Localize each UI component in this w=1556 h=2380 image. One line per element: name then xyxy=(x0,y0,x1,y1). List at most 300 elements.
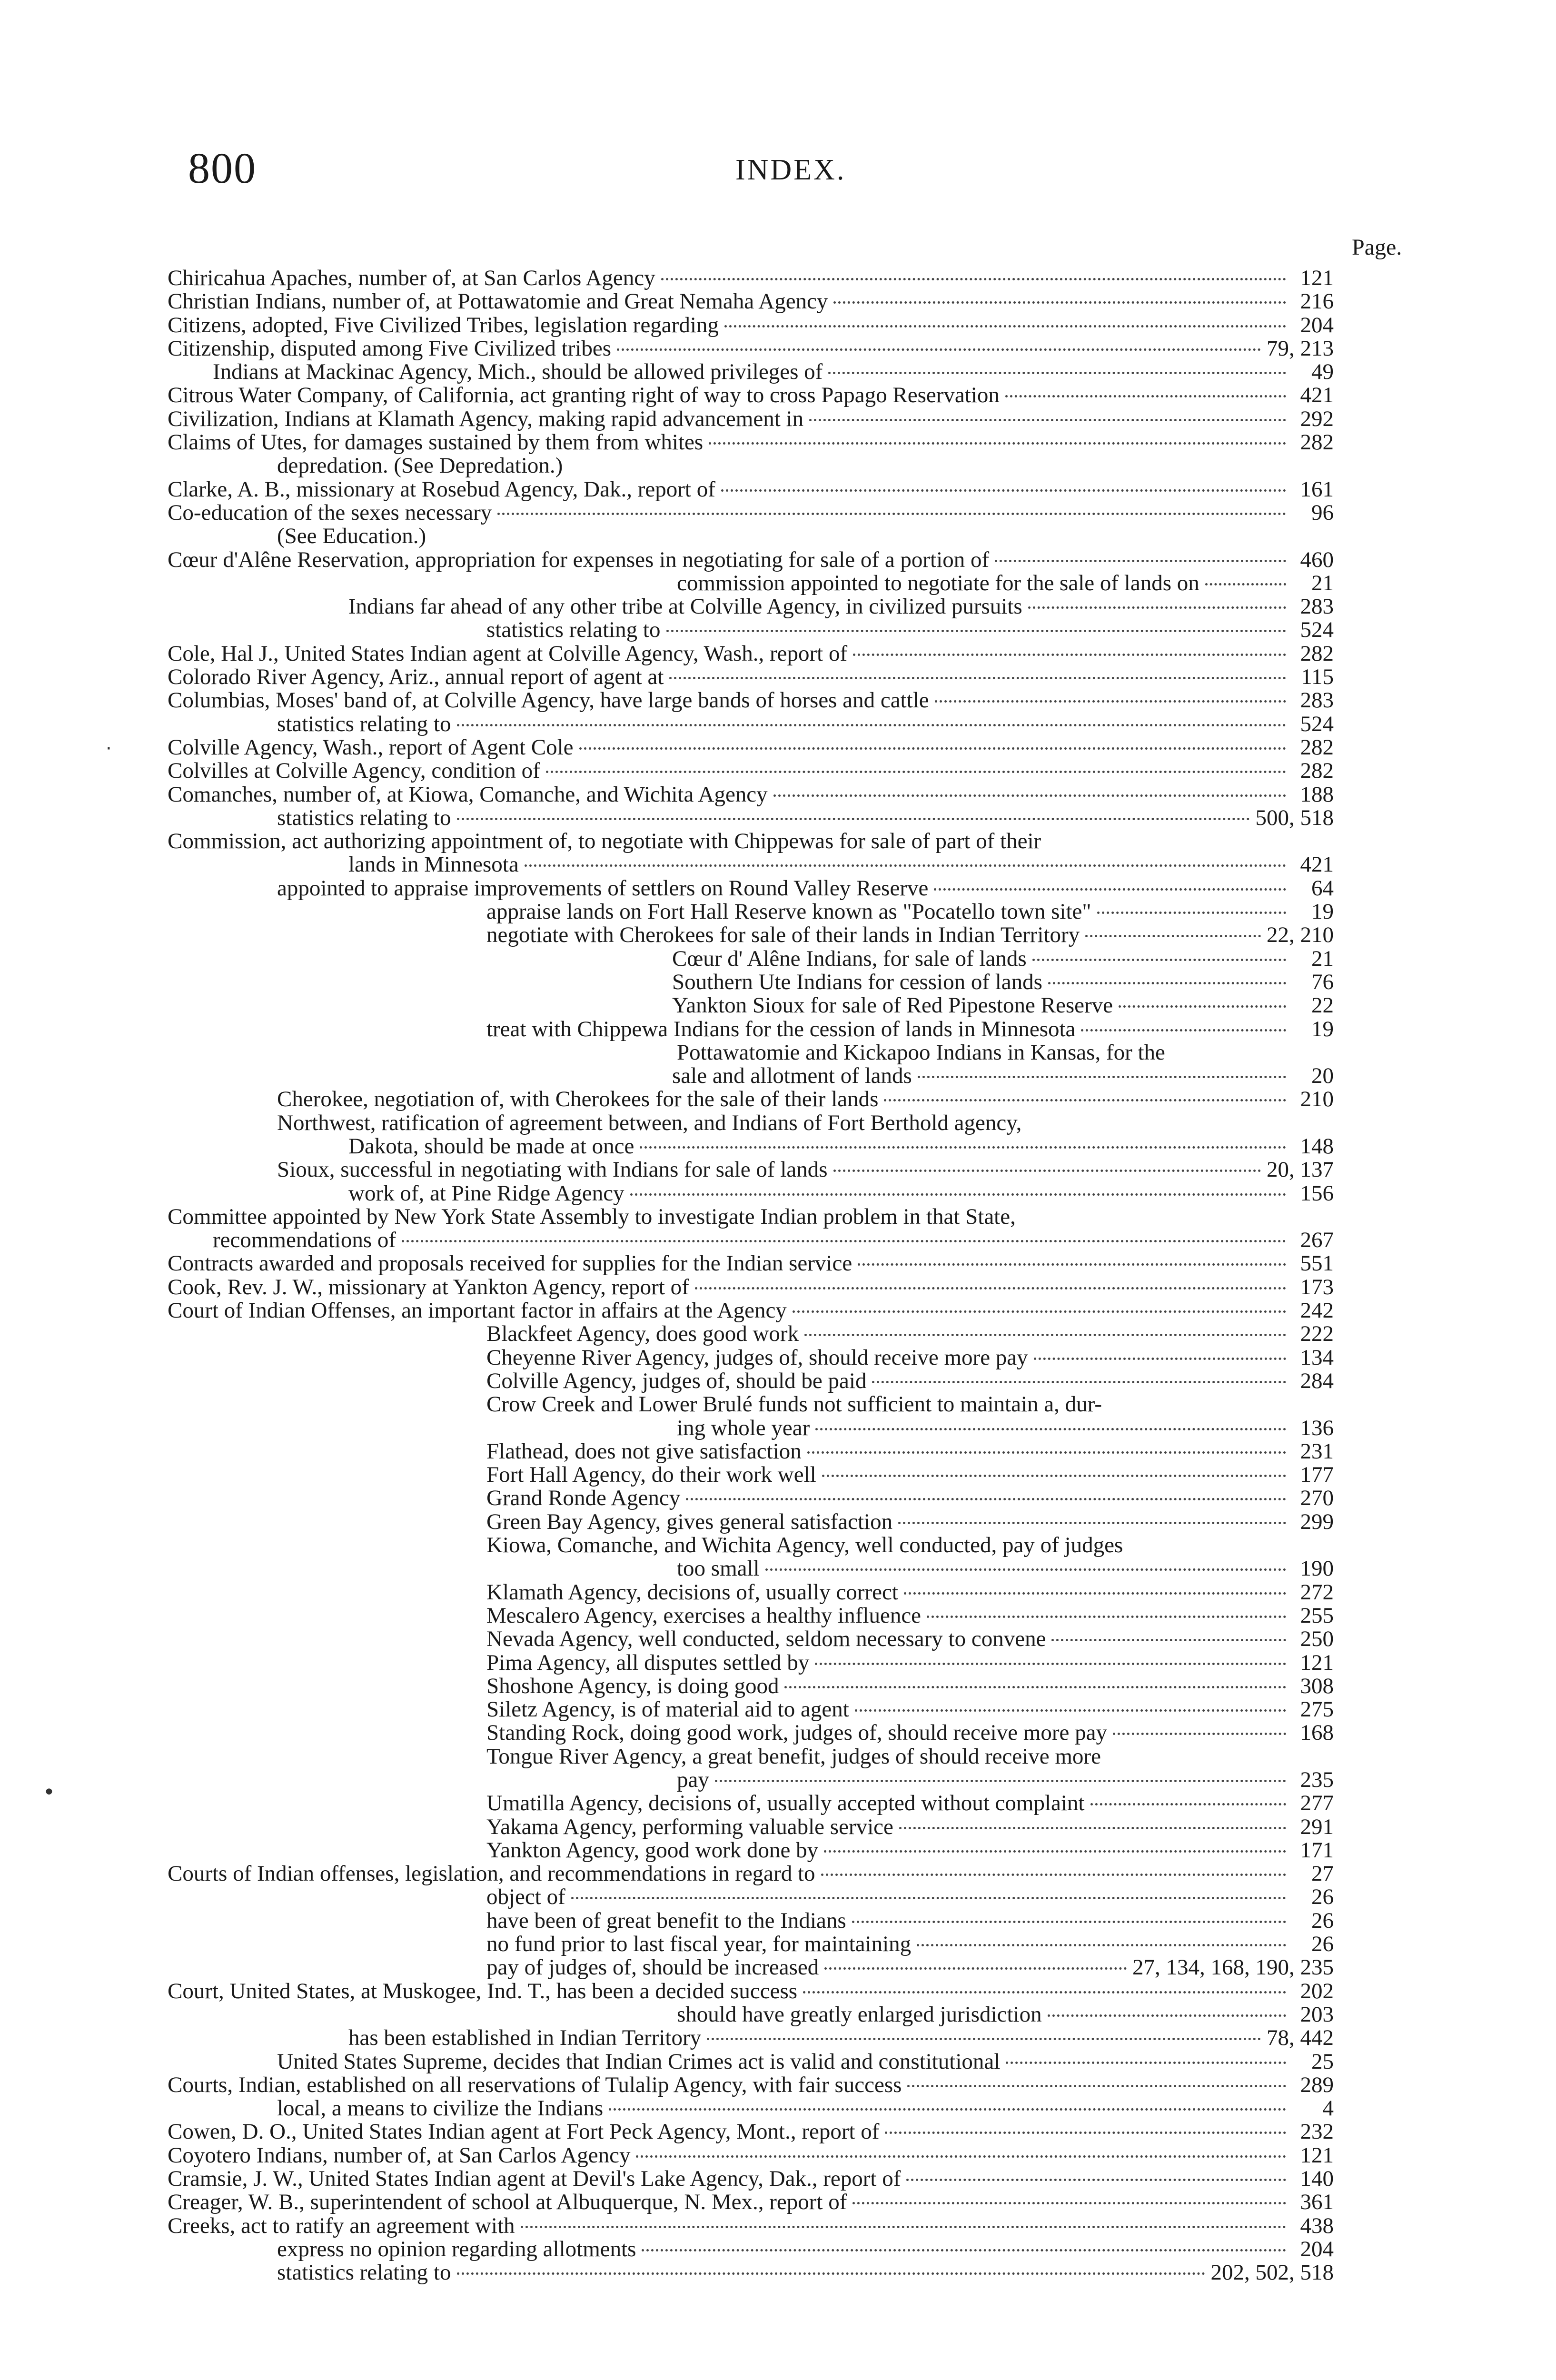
dot-leader xyxy=(884,1099,1286,1101)
index-entry-text: Claims of Utes, for damages sustained by them from whites xyxy=(168,430,704,455)
index-entry-pages: 551 xyxy=(1300,1251,1334,1276)
index-entry-text: Standing Rock, doing good work, judges of, should receive more pay xyxy=(486,1720,1108,1745)
index-entry-text: Courts, Indian, established on all reservations of Tulalip Agency, with fair success xyxy=(168,2072,902,2097)
index-entry xyxy=(168,1276,1334,1299)
index-entry xyxy=(168,2003,1334,2026)
page-column-header: Page. xyxy=(1352,235,1402,260)
index-entry-text: Klamath Agency, decisions of, usually correct xyxy=(486,1579,898,1605)
index-entry xyxy=(168,2050,1334,2073)
index-entry-text: Indians at Mackinac Agency, Mich., should be allowed privileges of xyxy=(213,359,823,385)
index-entry xyxy=(168,407,1334,431)
dot-leader xyxy=(803,1991,1286,1993)
index-entry-text: Colorado River Agency, Ariz., annual report of agent at xyxy=(168,664,664,690)
index-entry-pages: 177 xyxy=(1300,1462,1334,1488)
dot-leader xyxy=(833,301,1286,304)
index-entry xyxy=(168,1698,1334,1721)
index-entry-text: pay xyxy=(677,1767,709,1792)
index-entry-text: object of xyxy=(486,1884,565,1910)
page-number: 800 xyxy=(188,144,257,192)
index-entry xyxy=(168,806,1334,830)
index-entry xyxy=(168,1158,1334,1181)
dot-leader xyxy=(1205,583,1286,585)
index-entry-text: no fund prior to last fiscal year, for maintaining xyxy=(486,1932,912,1957)
dot-leader xyxy=(1113,1733,1286,1735)
index-entry-pages: 4 xyxy=(1322,2096,1334,2121)
dot-leader xyxy=(402,1240,1286,1242)
index-entry-pages: 76 xyxy=(1311,969,1334,994)
index-entry-pages: 277 xyxy=(1300,1791,1334,1816)
index-entry-text: pay of judges of, should be increased xyxy=(486,1955,819,1980)
index-entry-pages: 299 xyxy=(1300,1509,1334,1534)
index-entry-pages: 22 xyxy=(1311,993,1334,1018)
index-entry-pages: 64 xyxy=(1311,875,1334,901)
index-entry xyxy=(168,1111,1334,1135)
index-entry-pages: 275 xyxy=(1300,1697,1334,1722)
index-entry xyxy=(168,1088,1334,1111)
index-entry-text: have been of great benefit to the Indians xyxy=(486,1908,846,1933)
dot-leader xyxy=(855,1709,1286,1712)
index-entry-text: Committee appointed by New York State Assembly to investigate Indian problem in that State, xyxy=(168,1204,1016,1229)
index-entry-text: appointed to appraise improvements of settlers on Round Valley Reserve xyxy=(277,875,929,901)
index-entry-pages: 210 xyxy=(1300,1087,1334,1112)
index-entry xyxy=(168,454,1334,477)
index-entry-pages: 78, 442 xyxy=(1267,2025,1334,2051)
index-entry-text: Tongue River Agency, a great benefit, judges of should receive more xyxy=(486,1744,1101,1769)
index-entry-text: Yakama Agency, performing valuable service xyxy=(486,1814,893,1839)
dot-leader xyxy=(917,1944,1286,1946)
index-entry-text: sale and allotment of lands xyxy=(672,1063,912,1089)
index-entry xyxy=(168,1534,1334,1557)
dot-leader xyxy=(858,1263,1286,1266)
index-entry-text: United States Supreme, decides that Indian Crimes act is valid and constitutional xyxy=(277,2049,1001,2074)
index-entry-text: Pottawatomie and Kickapoo Indians in Kansas, for the xyxy=(677,1040,1165,1065)
index-entry-pages: 282 xyxy=(1300,758,1334,783)
index-entry-pages: 270 xyxy=(1300,1486,1334,1511)
index-entry-pages: 235 xyxy=(1300,1767,1334,1792)
index-entry xyxy=(168,783,1334,806)
index-entry-pages: 524 xyxy=(1300,711,1334,736)
dot-leader xyxy=(707,2038,1261,2040)
dot-leader xyxy=(686,1498,1286,1500)
index-entry xyxy=(168,337,1334,360)
index-entry-text: Clarke, A. B., missionary at Rosebud Agency, Dak., report of xyxy=(168,476,715,502)
index-entry xyxy=(168,290,1334,313)
index-entry-pages: 421 xyxy=(1300,852,1334,877)
index-entry xyxy=(168,2214,1334,2238)
dot-leader xyxy=(765,1568,1286,1571)
index-entry xyxy=(168,1745,1334,1768)
index-entry-text: Flathead, does not give satisfaction xyxy=(486,1438,802,1464)
dot-leader xyxy=(935,700,1286,703)
index-entry xyxy=(168,1393,1334,1416)
index-entry xyxy=(168,971,1334,994)
dot-leader xyxy=(773,794,1286,797)
dot-leader xyxy=(642,2249,1286,2251)
index-entry-pages: 21 xyxy=(1311,570,1334,595)
index-entry xyxy=(168,2191,1334,2214)
index-entry-text: should have greatly enlarged jurisdiction xyxy=(677,2002,1042,2027)
index-entry-text: Nevada Agency, well conducted, seldom necessary to convene xyxy=(486,1626,1046,1652)
index-entry-pages: 26 xyxy=(1311,1884,1334,1910)
index-entry xyxy=(168,1909,1334,1933)
dot-leader xyxy=(828,372,1286,374)
index-entry-text: Citrous Water Company, of California, act granting right of way to cross Papago Reservation xyxy=(168,383,1000,408)
index-entry xyxy=(168,900,1334,923)
index-entry xyxy=(168,2261,1334,2284)
index-entry-text: Contracts awarded and proposals received for supplies for the Indian service xyxy=(168,1251,852,1276)
index-entry-text: lands in Minnesota xyxy=(348,852,519,877)
dot-leader xyxy=(807,1451,1286,1454)
dot-leader xyxy=(457,818,1250,820)
index-entry xyxy=(168,1182,1334,1205)
dot-leader xyxy=(721,489,1286,492)
index-entry xyxy=(168,595,1334,618)
index-entry xyxy=(168,1346,1334,1369)
index-entry xyxy=(168,830,1334,853)
index-entry xyxy=(168,2238,1334,2261)
index-entry-pages: 267 xyxy=(1300,1228,1334,1253)
index-entry-pages: 79, 213 xyxy=(1267,336,1334,361)
index-entry-text: Sioux, successful in negotiating with Indians for sale of lands xyxy=(277,1157,828,1182)
index-entry-pages: 171 xyxy=(1300,1837,1334,1863)
index-entry-text: statistics relating to xyxy=(277,2260,451,2285)
index-entry-pages: 26 xyxy=(1311,1908,1334,1933)
index-entry-pages: 26 xyxy=(1311,1932,1334,1957)
index-entry xyxy=(168,665,1334,689)
index-entry xyxy=(168,1417,1334,1440)
dot-leader xyxy=(824,1850,1286,1853)
index-entry-text: Cheyenne River Agency, judges of, should receive more pay xyxy=(486,1345,1028,1370)
dot-leader xyxy=(571,1897,1286,1899)
index-entry xyxy=(168,1229,1334,1252)
index-entry-pages: 283 xyxy=(1300,594,1334,619)
index-entry-text: Fort Hall Agency, do their work well xyxy=(486,1462,816,1488)
index-entry xyxy=(168,1627,1334,1651)
dot-leader xyxy=(521,2226,1286,2228)
index-entry-pages: 20 xyxy=(1311,1063,1334,1089)
index-entry xyxy=(168,1322,1334,1346)
dot-leader xyxy=(1081,1029,1286,1031)
index-entry-pages: 242 xyxy=(1300,1298,1334,1323)
index-entry-pages: 289 xyxy=(1300,2072,1334,2097)
index-entry xyxy=(168,1651,1334,1675)
index-entry xyxy=(168,713,1334,736)
index-entry-text: has been established in Indian Territory xyxy=(348,2025,702,2051)
dot-leader xyxy=(907,2085,1286,2087)
index-entry-text: Southern Ute Indians for cession of lands xyxy=(672,969,1042,994)
index-entry xyxy=(168,431,1334,454)
index-entry-pages: 292 xyxy=(1300,406,1334,431)
dot-leader xyxy=(546,771,1286,773)
dot-leader xyxy=(640,1146,1286,1149)
index-entry-text: Colvilles at Colville Agency, condition of xyxy=(168,758,540,783)
dot-leader xyxy=(815,1663,1286,1665)
index-entry xyxy=(168,2144,1334,2167)
index-entry-text: Mescalero Agency, exercises a healthy influence xyxy=(486,1603,922,1628)
dot-leader xyxy=(918,1076,1286,1078)
index-entry-pages: 232 xyxy=(1300,2119,1334,2144)
index-entry-pages: 27, 134, 168, 190, 235 xyxy=(1132,1955,1334,1980)
index-entry-text: Cherokee, negotiation of, with Cherokees for the sale of their lands xyxy=(277,1087,879,1112)
index-entry-pages: 204 xyxy=(1300,2236,1334,2261)
index-entry-pages: 282 xyxy=(1300,430,1334,455)
index-entry-text: Yankton Agency, good work done by xyxy=(486,1837,819,1863)
dot-leader xyxy=(1048,2014,1286,2017)
index-entry xyxy=(168,314,1334,337)
index-entry-pages: 204 xyxy=(1300,312,1334,337)
index-entry xyxy=(168,1510,1334,1534)
dot-leader xyxy=(1028,606,1286,609)
index-entry-pages: 202, 502, 518 xyxy=(1210,2260,1334,2285)
index-entry-text: Indians far ahead of any other tribe at Colville Agency, in civilized pursuits xyxy=(348,594,1022,619)
dot-leader xyxy=(457,724,1287,726)
index-entry-text: Coyotero Indians, number of, at San Carlos Agency xyxy=(168,2142,631,2168)
index-entry xyxy=(168,2026,1334,2050)
index-entries xyxy=(168,267,1334,2285)
index-entry-text: Civilization, Indians at Klamath Agency, making rapid advancement in xyxy=(168,406,804,431)
index-entry-text: Umatilla Agency, decisions of, usually accepted without complaint xyxy=(486,1791,1085,1816)
index-entry-pages: 188 xyxy=(1300,782,1334,807)
index-entry-text: Colville Agency, Wash., report of Agent Cole xyxy=(168,734,574,760)
dot-leader xyxy=(793,1310,1286,1313)
dot-leader xyxy=(669,677,1286,679)
index-entry-text: Commission, act authorizing appointment of, to negotiate with Chippewas for sale of part of their xyxy=(168,829,1041,854)
dot-leader xyxy=(497,513,1286,515)
index-entry xyxy=(168,267,1334,290)
index-entry-pages: 19 xyxy=(1311,899,1334,924)
index-entry-pages: 222 xyxy=(1300,1321,1334,1347)
dot-leader xyxy=(804,1334,1286,1336)
dot-leader xyxy=(853,654,1286,656)
index-entry-pages: 156 xyxy=(1300,1180,1334,1206)
index-entry xyxy=(168,1205,1334,1229)
index-entry xyxy=(168,1252,1334,1275)
index-entry-text: Court of Indian Offenses, an important factor in affairs at the Agency xyxy=(168,1298,787,1323)
index-entry xyxy=(168,689,1334,712)
index-entry-text: Colville Agency, judges of, should be paid xyxy=(486,1368,867,1393)
dot-leader xyxy=(724,325,1286,327)
dot-leader xyxy=(885,2132,1286,2134)
dot-leader xyxy=(934,888,1286,891)
index-entry xyxy=(168,1839,1334,1862)
index-entry-text: commission appointed to negotiate for the sale of lands on xyxy=(677,570,1199,595)
index-entry xyxy=(168,2120,1334,2143)
index-entry xyxy=(168,1581,1334,1604)
dot-leader xyxy=(661,278,1286,280)
dot-leader xyxy=(852,2202,1286,2204)
index-entry-text: express no opinion regarding allotments xyxy=(277,2236,636,2261)
index-entry xyxy=(168,1980,1334,2003)
index-entry-pages: 168 xyxy=(1300,1720,1334,1745)
index-entry-text: too small xyxy=(677,1556,760,1581)
dot-leader xyxy=(809,419,1286,421)
index-entry xyxy=(168,572,1334,595)
index-entry-pages: 49 xyxy=(1311,359,1334,385)
index-entry xyxy=(168,853,1334,876)
dot-leader xyxy=(872,1381,1286,1383)
dot-leader xyxy=(821,1874,1287,1876)
dot-leader xyxy=(609,2108,1286,2111)
index-entry-text: appraise lands on Fort Hall Reserve known as "Pocatello town site" xyxy=(486,899,1091,924)
index-entry xyxy=(168,1299,1334,1322)
index-entry-pages: 96 xyxy=(1311,500,1334,525)
index-entry-pages: 121 xyxy=(1300,266,1334,290)
index-entry-text: Pima Agency, all disputes settled by xyxy=(486,1650,810,1675)
index-entry xyxy=(168,994,1334,1017)
index-entry-text: Christian Indians, number of, at Pottawatomie and Great Nemaha Agency xyxy=(168,289,828,314)
index-entry-text: Cook, Rev. J. W., missionary at Yankton Agency, report of xyxy=(168,1274,689,1299)
index-entry xyxy=(168,1135,1334,1158)
index-entry-pages: 524 xyxy=(1300,617,1334,643)
index-entry-text: Grand Ronde Agency xyxy=(486,1486,681,1511)
index-entry xyxy=(168,642,1334,665)
index-entry xyxy=(168,1463,1334,1487)
index-entry xyxy=(168,1956,1334,1979)
index-entry-pages: 282 xyxy=(1300,734,1334,760)
index-entry-pages: 438 xyxy=(1300,2213,1334,2238)
dot-leader xyxy=(1048,982,1286,984)
index-entry-pages: 500, 518 xyxy=(1255,805,1334,830)
index-entry xyxy=(168,360,1334,384)
index-entry-text: recommendations of xyxy=(213,1228,396,1253)
index-entry xyxy=(168,501,1334,525)
index-entry-pages: 361 xyxy=(1300,2190,1334,2215)
index-entry-text: Comanches, number of, at Kiowa, Comanche, and Wichita Agency xyxy=(168,782,768,807)
dot-leader xyxy=(898,1522,1286,1524)
index-entry-text: Cole, Hal J., United States Indian agent at Colville Agency, Wash., report of xyxy=(168,641,848,666)
dot-leader xyxy=(715,1780,1286,1782)
index-entry-text: statistics relating to xyxy=(277,711,451,736)
dot-leader xyxy=(1032,959,1286,961)
dot-leader xyxy=(617,348,1261,351)
index-entry xyxy=(168,1041,1334,1064)
dot-leader xyxy=(1085,935,1261,937)
dot-leader xyxy=(1090,1803,1287,1805)
index-entry-pages: 21 xyxy=(1311,946,1334,971)
index-entry-pages: 272 xyxy=(1300,1579,1334,1605)
index-entry-pages: 173 xyxy=(1300,1274,1334,1299)
dot-leader xyxy=(695,1287,1286,1289)
index-entry-text: Kiowa, Comanche, and Wichita Agency, well conducted, pay of judges xyxy=(486,1533,1123,1558)
index-entry-text: Cœur d' Alêne Indians, for sale of lands xyxy=(672,946,1027,971)
dot-leader xyxy=(579,747,1286,750)
page-title: INDEX. xyxy=(735,154,846,186)
index-entry xyxy=(168,525,1334,548)
index-entry xyxy=(168,618,1334,642)
dot-leader xyxy=(1097,912,1286,914)
dot-leader xyxy=(784,1686,1286,1688)
dot-leader xyxy=(630,1193,1286,1196)
index-entry xyxy=(168,1675,1334,1698)
index-entry-pages: 284 xyxy=(1300,1368,1334,1393)
index-entry-pages: 22, 210 xyxy=(1267,922,1334,948)
index-entry xyxy=(168,1369,1334,1393)
index-entry-pages: 121 xyxy=(1300,1650,1334,1675)
dot-leader xyxy=(927,1616,1286,1618)
index-entry-pages: 136 xyxy=(1300,1415,1334,1440)
index-entry xyxy=(168,384,1334,407)
index-entry-text: Co-education of the sexes necessary xyxy=(168,500,492,525)
index-entry-text: work of, at Pine Ridge Agency xyxy=(348,1180,624,1206)
index-entry-text: Citizenship, disputed among Five Civilized tribes xyxy=(168,336,612,361)
index-entry xyxy=(168,1018,1334,1041)
dot-leader xyxy=(824,1967,1127,1970)
index-entry-text: Creager, W. B., superintendent of school at Albuquerque, N. Mex., report of xyxy=(168,2190,847,2215)
index-entry-text: local, a means to civilize the Indians xyxy=(277,2096,604,2121)
index-entry xyxy=(168,1721,1334,1745)
index-entry-text: statistics relating to xyxy=(277,805,451,830)
index-entry-text: Creeks, act to ratify an agreement with xyxy=(168,2213,515,2238)
index-entry-text: treat with Chippewa Indians for the cession of lands in Minnesota xyxy=(486,1016,1076,1041)
index-entry-pages: 216 xyxy=(1300,289,1334,314)
dot-leader xyxy=(1005,395,1286,397)
index-entry-pages: 121 xyxy=(1300,2142,1334,2168)
index-entry-text: Blackfeet Agency, does good work xyxy=(486,1321,799,1347)
index-entry xyxy=(168,1768,1334,1792)
index-entry xyxy=(168,759,1334,783)
index-entry-text: Columbias, Moses' band of, at Colville Agency, have large bands of horses and cattle xyxy=(168,688,929,713)
index-entry-pages: 134 xyxy=(1300,1345,1334,1370)
index-entry-pages: 25 xyxy=(1311,2049,1334,2074)
index-entry-text: Crow Creek and Lower Brulé funds not sufficient to maintain a, dur- xyxy=(486,1392,1102,1417)
index-entry xyxy=(168,2097,1334,2120)
index-entry-text: Court, United States, at Muskogee, Ind. T., has been a decided success xyxy=(168,1978,798,2003)
index-entry-pages: 291 xyxy=(1300,1814,1334,1839)
index-entry-pages: 27 xyxy=(1311,1861,1334,1886)
index-entry-pages: 283 xyxy=(1300,688,1334,713)
index-entry-pages: 148 xyxy=(1300,1133,1334,1159)
dot-leader xyxy=(904,1592,1286,1595)
dot-leader xyxy=(636,2155,1286,2158)
index-entry xyxy=(168,1487,1334,1510)
index-entry-text: Yankton Sioux for sale of Red Pipestone Reserve xyxy=(672,993,1113,1018)
index-entry xyxy=(168,1792,1334,1815)
index-entry-text: Siletz Agency, is of material aid to agent xyxy=(486,1697,849,1722)
index-entry-text: Citizens, adopted, Five Civilized Tribes, legislation regarding xyxy=(168,312,719,337)
index-entry xyxy=(168,1440,1334,1463)
index-entry-pages: 460 xyxy=(1300,547,1334,572)
index-entry xyxy=(168,2073,1334,2097)
index-entry-text: ing whole year xyxy=(677,1415,810,1440)
index-entry xyxy=(168,1604,1334,1627)
dot-leader xyxy=(906,2179,1286,2181)
index-entry-pages: 308 xyxy=(1300,1673,1334,1698)
index-entry-pages: 231 xyxy=(1300,1438,1334,1464)
index-entry xyxy=(168,947,1334,971)
index-entry xyxy=(168,548,1334,572)
index-entry xyxy=(168,1933,1334,1956)
index-entry-text: Courts of Indian offenses, legislation, and recommendations in regard to xyxy=(168,1861,815,1886)
dot-leader xyxy=(1051,1639,1286,1641)
index-entry-text: Northwest, ratification of agreement between, and Indians of Fort Berthold agency, xyxy=(277,1110,1022,1135)
dot-leader xyxy=(899,1827,1286,1829)
index-entry xyxy=(168,877,1334,900)
index-entry xyxy=(168,478,1334,501)
dot-leader xyxy=(995,560,1286,562)
index-entry xyxy=(168,2167,1334,2191)
dot-leader xyxy=(815,1428,1286,1430)
index-entry-pages: 421 xyxy=(1300,383,1334,408)
index-entry-pages: 20, 137 xyxy=(1267,1157,1334,1182)
index-entry xyxy=(168,1862,1334,1885)
index-entry-text: Chiricahua Apaches, number of, at San Carlos Agency xyxy=(168,266,655,290)
index-entry-pages: 161 xyxy=(1300,476,1334,502)
dot-leader xyxy=(1034,1358,1286,1360)
index-entry-pages: 190 xyxy=(1300,1556,1334,1581)
dot-leader xyxy=(666,630,1287,632)
dot-leader xyxy=(525,864,1286,867)
index-entry-pages: 19 xyxy=(1311,1016,1334,1041)
